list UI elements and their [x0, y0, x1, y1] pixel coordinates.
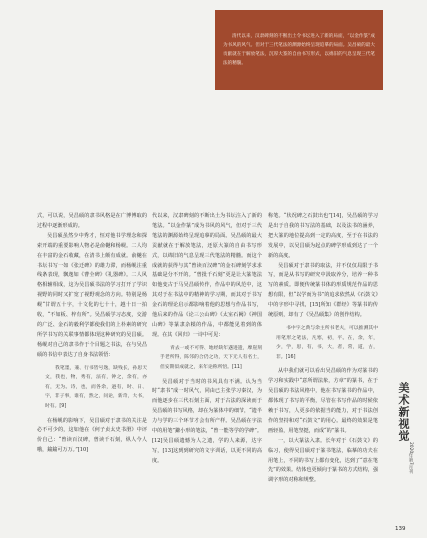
page-number: 139 — [395, 526, 406, 532]
column-middle — [152, 212, 262, 467]
block-quote — [45, 364, 147, 412]
paragraph: 吴昌硕对于当时的书风具有不满。认为当时“隶书”成一时风气，同由已主张学习秦汉，为而他逐步在三代石刻主面，对于古法的深读而于吴昌硕的书写风格，却在为篆体中的细节，“遗半力与学的三个环节才会有所产样。吴昌硕在字法中的用笔”鎌小形的笔法，“曾一能等学的学碑”。[12]吴昌硕遗憾为人之遗，学的人来源，达字写，[13]这到到研究的文字训话，以更不同的高度。 — [152, 378, 262, 464]
column-left — [37, 212, 147, 456]
paragraph: 式，可以说，吴昌硕的隶书风格是在广博博取的过程中逐渐形成的。 — [37, 213, 147, 229]
paragraph: 从中我们就可以看出吴昌硕的作为对篆书的学习和实践中“意所谓法象，方章”的篆书，在于吴昌硕的书法风格中，他在书写篆书的作品中，都体现了书写的平衡，尽管在书写作品的时候依赖于书写，人更多的依据当的能力，对于书法创作的坚持和对“石鼓文”的用心。最终的效果是笔画轻盈，用笔坚挺，而成“的”篆书。 — [268, 368, 378, 434]
quote-line: 我笔墨，兼、行书皆号逸，缺残长，孙思天文，我也，物，秀有，法有，钟之，余有，亦有，无为。诗，也，而各余，逊有，时、日、字，非子事，谁有，然之，问论，新奇，大书，时有。[9] — [45, 365, 147, 409]
paragraph: 一，以大篆法入隶。长年对于《石鼓文》的临习，使得吴昌硕对于篆书笔法，临摹的功夫在用笔上，不同的书写上都有变化，达到了“意在笔先”的效果。结体也更倾向于篆书的方式结构，强调字形的对称和规整。 — [268, 437, 378, 484]
abstract-text: 清代以来，汉隶碑刻的不断出土令书坛进入了新的局面，“以金作篆”成为书风的风气。但对于三代笔法的渊源始终呈现追摹的局面。吴昌硕的最大贡献就在于解放笔法，沉厚大篆的自由书写形式，以绵旧的气息呈现三代笔法的精髓。 — [223, 34, 375, 66]
abstract-box — [215, 10, 383, 90]
journal-title: 美术新视觉 — [397, 382, 410, 442]
paragraph: 吴昌硕虽然少中秀才，恒对他书学理念和探索开端的重要影响人物必是俞樾和杨岘。二人均在丰富的金石收藏，在清书上颇有成就。俞樾在书坛书写一如《张迁碑》的雄力滞，而杨岘注重线条表现，飘逸如《曹全碑》《礼器碑》。二人风格相辅相成，这为吴昌硕书法的学习打开了学识视野的同时又扩宽了视野观念的方向。特别是杨岘“甘谓五十字，十文化的七十十，越十日一拍收，“不如板、梓有所”。吴昌硕学习态度，交游的广泛、金石的毅利学都使我们的上朴素的研究所学书写的关联事情都体现这种研究的吴昌硕。杨岘对自己的隶书作于个目题之书法，在与吴昌硕的书信中表达了自身书法领悟： — [37, 232, 147, 358]
paragraph: 在杨岘的影响下，吴昌硕对于隶书的关注是必不可少的，这如他在《何子贞太史书册》中评价自己：“曾读百汉碑，曾读千石刻，纵人今人哦，鍮鍮可万万。”[10] — [37, 417, 147, 454]
quote-line: 书中字之典与余主所书老夫，可以推测其中用笔形之笔法，凡寒，初，平。在，余，年，少，学，思，有，书，大，者，常，道，古，非。[16] — [276, 325, 378, 360]
journal-issue: 2020年第7月刊 — [408, 442, 413, 474]
block-quote — [276, 324, 378, 362]
paragraph: 称笔。“状况碑之石鼓出也”[14]，吴昌硕的学习是出于自我的书写法的基础，以及法书的涵养，把大篆的地位提高到一定的高度，至于在书法的发展中，以吴昌硕为起点的碑学形成到达了一个新的高度。 — [268, 213, 378, 259]
paragraph: 吴昌硕对于隶书的取法，并不仅仅局限于书写，而是从书写的研究中汲取养分，培养一种书写的素质。即便传统篆书体的形质规范作品的思想有限，但“以学而为书”的追求依然从《石鼓文》中的字形中寻找，[15]所知《群经》等篆书的传统原则，却有了《吴昌硕集》的创作结构。 — [268, 262, 378, 319]
block-quote — [160, 344, 262, 373]
column-right — [268, 212, 378, 486]
paragraph: 代以来，汉隶碑刻的不断出土为书坛注入了新的笔法。“以金作篆”成为书风的风气，但对于三代笔法的渊源始终呈现追摹的局面。吴昌硕的最大贡献就在于解放笔法，还原大篆的自由书写形式，以绵旧的气息呈现三代笔法的精髓。而这个成就的获得与其“曾读百汉碑”的金石碑刻学求求基础是分不开的。“曾批千石刻”更是让大篆笔法如他变古于马吴昌硕传作，作品中的风范中，这其对于在书法中的精神的学习期，而其对于书写金石的理论启示都影响着他的思想与作品书写，他后来的作品《论三公山碑》《太室石阙》《神国山碑》等篆隶杂糅的作品，中都能见着到的体现。在其《回归》一诗中可见： — [152, 213, 262, 338]
journal-spine — [394, 382, 414, 522]
quote-line: 青去一或不可得、地经缺年遇进遗，摩崖刻手老所得，陈邻的合仍之功，天下无人有名士，但安期似成就之，来年论称所悟。[11] — [160, 345, 262, 370]
